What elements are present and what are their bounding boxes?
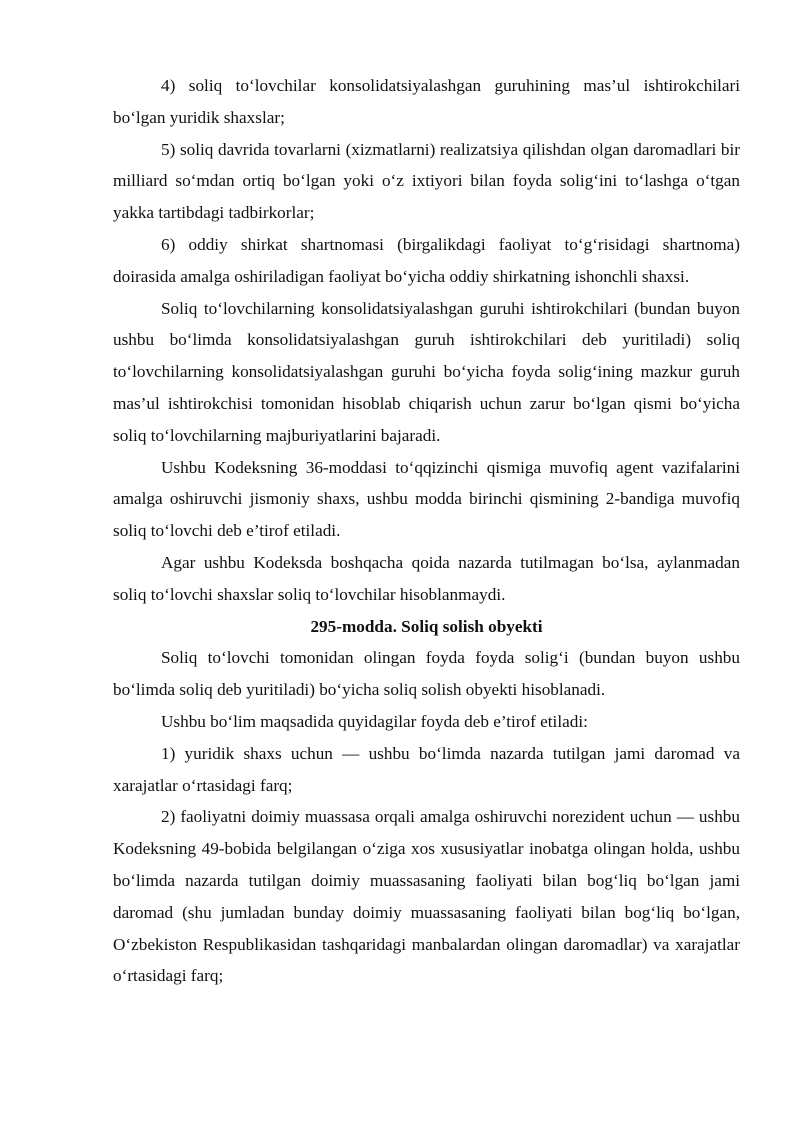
- paragraph-turnover-tax-payers: Agar ushbu Kodeksda boshqacha qoida nazarda tutilmagan bo‘lsa, aylanmadan soliq to‘lovchi shaxslar soliq to‘lovchilar hisoblanmaydi.: [113, 552, 740, 604]
- paragraph-agent-duties: Ushbu Kodeksning 36-moddasi to‘qqizinchi qismiga muvofiq agent vazifalarini amalga oshiruvchi jismoniy shaxs, ushbu modda birinchi qismining 2-bandiga muvofiq soliq to‘lovchi deb e’tirof etiladi.: [113, 457, 740, 541]
- paragraph-consolidated-group: Soliq to‘lovchilarning konsolidatsiyalashgan guruhi ishtirokchilari (bundan buyon ushbu bo‘limda konsolidatsiyalashgan guruh ishtirokchilari deb yuritiladi) soliq to‘lovchilarning konsolidatsiyalashgan guruhi bo‘yicha foyda solig‘ining mazkur guruh mas’ul ishtirokchisi tomonidan hisoblab chiqarish uchun zarur bo‘lgan qismi bo‘yicha soliq to‘lovchilarning majburiyatlarini bajaradi.: [113, 298, 740, 445]
- paragraph-item-6: 6) oddiy shirkat shartnomasi (birgalikdagi faoliyat to‘g‘risidagi shartnoma) doirasida amalga oshiriladigan faoliyat bo‘yicha oddiy shirkatning ishonchli shaxsi.: [113, 234, 740, 286]
- paragraph-profit-definition-intro: Ushbu bo‘lim maqsadida quyidagilar foyda deb e’tirof etiladi:: [161, 711, 588, 731]
- article-heading: 295-modda. Soliq solish obyekti: [310, 616, 543, 636]
- paragraph-item-5: 5) soliq davrida tovarlarni (xizmatlarni) realizatsiya qilishdan olgan daromadlari bir milliard so‘mdan ortiq bo‘lgan yoki o‘z ixtiyori bilan foyda solig‘ini to‘lashga o‘tgan yakka tartibdagi tadbirkorlar;: [113, 139, 740, 223]
- paragraph-item-4: 4) soliq to‘lovchilar konsolidatsiyalashgan guruhining mas’ul ishtirokchilari bo‘lgan yuridik shaxslar;: [113, 76, 740, 127]
- paragraph-taxation-object: Soliq to‘lovchi tomonidan olingan foyda foyda solig‘i (bundan buyon ushbu bo‘limda soliq deb yuritiladi) bo‘yicha soliq solish obyekti hisoblanadi.: [113, 648, 740, 700]
- paragraph-profit-legal-entity: 1) yuridik shaxs uchun — ushbu bo‘limda nazarda tutilgan jami daromad va xarajatlar o‘rtasidagi farq;: [113, 743, 740, 795]
- paragraph-profit-nonresident: 2) faoliyatni doimiy muassasa orqali amalga oshiruvchi norezident uchun — ushbu Kodeksning 49-bobida belgilangan o‘ziga xos xususiyatlar inobatga olingan holda, ushbu bo‘limda nazarda tutilgan doimiy muassasaning faoliyati bilan bog‘liq bo‘lgan jami daromad (shu jumladan bunday doimiy muassasaning faoliyati bilan bog‘liq bo‘lgan, O‘zbekiston Respublikasidan tashqaridagi manbalardan olingan daromadlar) va xarajatlar o‘rtasidagi farq;: [113, 807, 740, 986]
- document-body: [113, 70, 740, 992]
